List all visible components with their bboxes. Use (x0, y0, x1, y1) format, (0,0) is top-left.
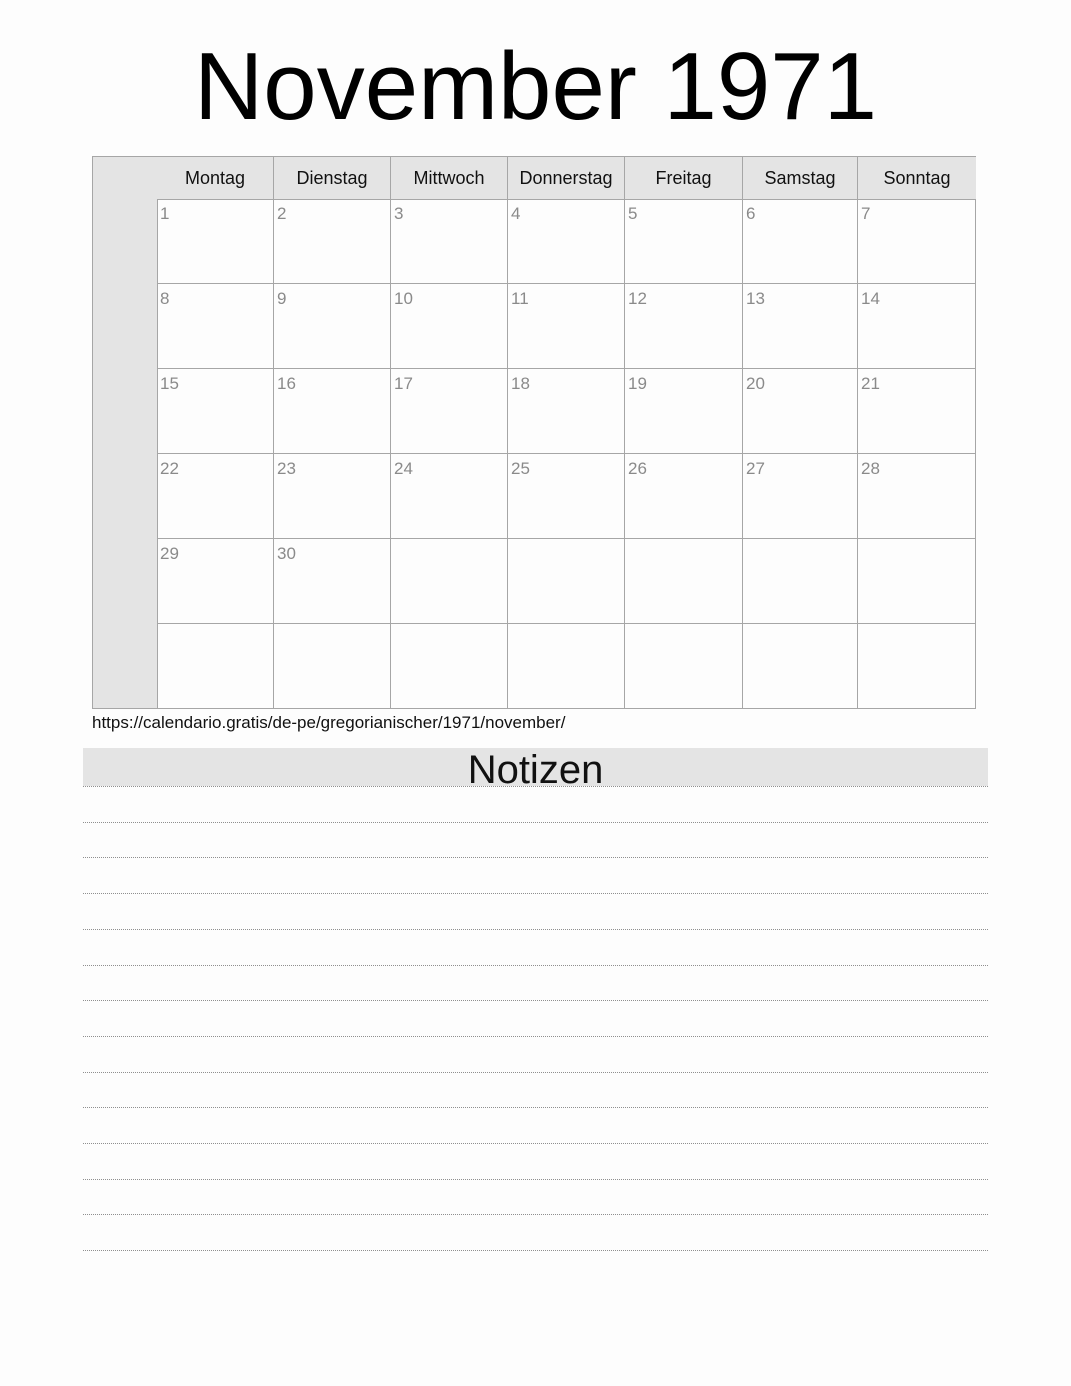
day-cell (508, 539, 625, 624)
day-cell: 6 (743, 199, 858, 284)
day-cell: 13 (743, 284, 858, 369)
source-url: https://calendario.gratis/de-pe/gregorianischer/1971/november/ (92, 713, 566, 732)
day-cell: 9 (274, 284, 391, 369)
day-cell (391, 539, 508, 624)
day-cell: 12 (625, 284, 743, 369)
note-line (83, 1250, 988, 1251)
day-cell: 27 (743, 454, 858, 539)
page-title: November 1971 (193, 33, 878, 140)
note-line (83, 1107, 988, 1108)
day-cell: 22 (157, 454, 274, 539)
day-cell: 26 (625, 454, 743, 539)
day-cell (625, 539, 743, 624)
note-line (83, 893, 988, 894)
calendar-grid (92, 156, 976, 709)
day-cell: 2 (274, 199, 391, 284)
day-cell: 14 (858, 284, 976, 369)
day-cell (508, 624, 625, 709)
note-line (83, 857, 988, 858)
day-cell: 11 (508, 284, 625, 369)
day-cell: 29 (157, 539, 274, 624)
day-cell: 23 (274, 454, 391, 539)
week-number-column (93, 157, 158, 708)
weekday-header: Sonntag (858, 157, 976, 200)
day-cell (858, 624, 976, 709)
day-cell (858, 539, 976, 624)
day-cell: 8 (157, 284, 274, 369)
day-cell: 16 (274, 369, 391, 454)
note-line (83, 965, 988, 966)
day-cell (743, 624, 858, 709)
day-cell: 3 (391, 199, 508, 284)
day-cell: 7 (858, 199, 976, 284)
day-cell: 19 (625, 369, 743, 454)
day-cell: 17 (391, 369, 508, 454)
note-line (83, 786, 988, 787)
day-cell: 4 (508, 199, 625, 284)
note-line (83, 1214, 988, 1215)
note-line (83, 1143, 988, 1144)
weekday-header: Dienstag (274, 157, 391, 200)
day-cell (625, 624, 743, 709)
weekday-header: Samstag (743, 157, 858, 200)
note-line (83, 822, 988, 823)
notes-heading: Notizen (83, 748, 988, 786)
day-cell: 15 (157, 369, 274, 454)
day-cell: 25 (508, 454, 625, 539)
day-cell (274, 624, 391, 709)
note-line (83, 1072, 988, 1073)
day-cell: 21 (858, 369, 976, 454)
note-line (83, 1036, 988, 1037)
day-cell (391, 624, 508, 709)
day-cell: 28 (858, 454, 976, 539)
day-cell: 5 (625, 199, 743, 284)
day-cell: 30 (274, 539, 391, 624)
weekday-header: Freitag (625, 157, 743, 200)
weekday-header: Donnerstag (508, 157, 625, 200)
weekday-header: Montag (157, 157, 274, 200)
note-line (83, 1179, 988, 1180)
day-cell: 24 (391, 454, 508, 539)
day-cell: 10 (391, 284, 508, 369)
day-cell: 20 (743, 369, 858, 454)
day-cell: 18 (508, 369, 625, 454)
day-cell: 1 (157, 199, 274, 284)
note-line (83, 929, 988, 930)
note-line (83, 1000, 988, 1001)
weekday-header: Mittwoch (391, 157, 508, 200)
day-cell (743, 539, 858, 624)
day-cell (157, 624, 274, 709)
